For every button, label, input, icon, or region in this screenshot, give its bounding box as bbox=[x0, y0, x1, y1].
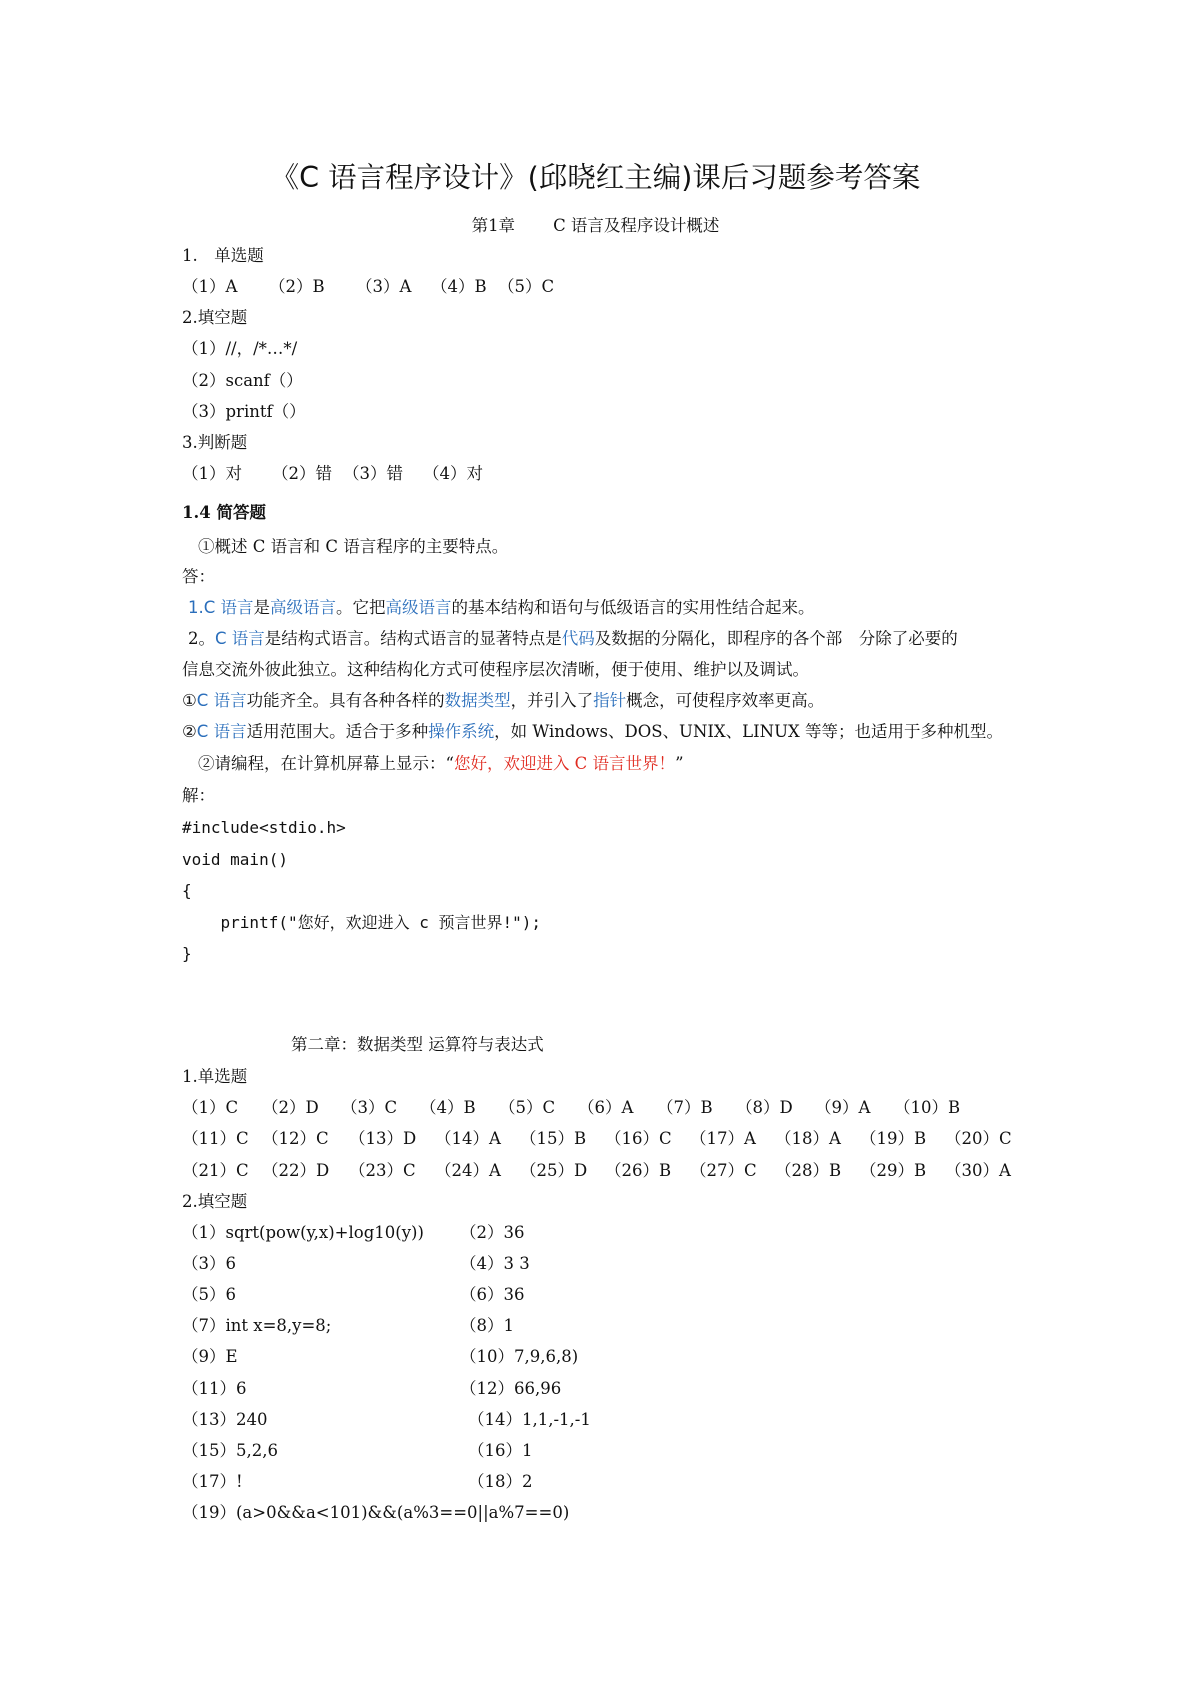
chapter1-heading bbox=[0, 212, 1191, 236]
answer-item: （14）1,1,-1,-1 bbox=[468, 1410, 591, 1429]
answer-item: （12）66,96 bbox=[460, 1379, 562, 1398]
answer-item: （3）printf（） bbox=[182, 402, 306, 421]
answer-item: （3）A bbox=[356, 277, 412, 296]
answer-item: （7）int x=8,y=8; bbox=[182, 1316, 332, 1335]
code-line: printf("您好，欢迎进入 c 预言世界!"); bbox=[182, 913, 542, 932]
para-text: 是结构式语言。结构式语言的显著特点是 bbox=[264, 629, 562, 648]
answer-item: （16）1 bbox=[468, 1441, 533, 1460]
answer-item: （23）C bbox=[349, 1161, 416, 1180]
link-pointer[interactable]: 指针 bbox=[593, 691, 627, 710]
link-c-language[interactable]: C 语言 bbox=[203, 598, 254, 617]
answer-item: （1）C bbox=[182, 1098, 239, 1117]
answer-item: （14）A bbox=[435, 1129, 501, 1148]
ch1-section-single-choice: 1. 单选题 bbox=[182, 246, 264, 265]
answer-paragraph-2-cont: 信息交流外彼此独立。这种结构化方式可使程序层次清晰，便于使用、维护以及调试。 bbox=[182, 660, 809, 679]
ch1-section-fill-blank: 2.填空题 bbox=[182, 308, 248, 327]
para-text: ，如 Windows、DOS、UNIX、LINUX 等等；也适用于多种机型。 bbox=[494, 722, 1003, 741]
link-operating-system[interactable]: 操作系统 bbox=[428, 722, 495, 741]
answer-item: （11）C bbox=[182, 1129, 249, 1148]
answer-label: 答： bbox=[182, 567, 215, 586]
answer-item: （19）B bbox=[860, 1129, 927, 1148]
para-prefix: 1. bbox=[188, 598, 204, 617]
answer-item: （2）错 bbox=[272, 464, 332, 483]
answer-item: （2）scanf（） bbox=[182, 371, 303, 390]
answer-item: （18）A bbox=[775, 1129, 841, 1148]
answer-item: （3）C bbox=[341, 1098, 398, 1117]
ch2-section-fill-blank: 2.填空题 bbox=[182, 1192, 248, 1211]
answer-item: （9）A bbox=[815, 1098, 871, 1117]
answer-item: （1）A bbox=[182, 277, 238, 296]
answer-item: （21）C bbox=[182, 1161, 249, 1180]
answer-item: （6）36 bbox=[460, 1285, 525, 1304]
answer-item: （10）7,9,6,8) bbox=[460, 1347, 579, 1366]
answer-item: （22）D bbox=[262, 1161, 330, 1180]
ch1-section-short-answer: 1.4 简答题 bbox=[182, 503, 266, 522]
answer-item: （1）//，/*…*/ bbox=[182, 339, 298, 358]
answer-item: （4）3 3 bbox=[460, 1254, 530, 1273]
answer-paragraph-4 bbox=[182, 721, 1003, 743]
answer-item: （5）C bbox=[499, 1098, 556, 1117]
solution-label: 解： bbox=[182, 786, 215, 805]
answer-paragraph-1 bbox=[188, 597, 815, 619]
answer-item: （13）240 bbox=[182, 1410, 268, 1429]
para-text: ，并引入了 bbox=[510, 691, 594, 710]
para-text: 适用范围大。适合于多种 bbox=[246, 722, 429, 741]
para-text: 概念，可使程序效率更高。 bbox=[626, 691, 825, 710]
answer-item: （2）36 bbox=[460, 1223, 525, 1242]
answer-item: （15）B bbox=[520, 1129, 587, 1148]
answer-item: （4）对 bbox=[423, 464, 483, 483]
code-line: { bbox=[182, 881, 192, 900]
link-high-level-language[interactable]: 高级语言 bbox=[385, 598, 452, 617]
code-line: } bbox=[182, 944, 192, 963]
answer-item: （12）C bbox=[262, 1129, 329, 1148]
question-text: ” bbox=[675, 754, 684, 773]
link-c-language[interactable]: C 语言 bbox=[196, 722, 247, 741]
link-c-language[interactable]: C 语言 bbox=[215, 629, 265, 648]
link-data-type[interactable]: 数据类型 bbox=[444, 691, 511, 710]
question-1: ①概述 C 语言和 C 语言程序的主要特点。 bbox=[198, 537, 509, 556]
link-code[interactable]: 代码 bbox=[561, 629, 595, 648]
para-prefix: ② bbox=[182, 722, 197, 741]
para-text: 的基本结构和语句与低级语言的实用性结合起来。 bbox=[451, 598, 815, 617]
document-title: 《C 语言程序设计》(邱晓红主编)课后习题参考答案 bbox=[270, 161, 921, 194]
answer-item: （17）! bbox=[182, 1472, 243, 1491]
answer-item: （5）6 bbox=[182, 1285, 236, 1304]
answer-item: （11）6 bbox=[182, 1379, 247, 1398]
link-c-language[interactable]: C 语言 bbox=[196, 691, 247, 710]
para-text: 。它把 bbox=[336, 598, 386, 617]
answer-item: （17）A bbox=[690, 1129, 756, 1148]
ch1-section-true-false: 3.判断题 bbox=[182, 433, 248, 452]
answer-item: （9）E bbox=[182, 1347, 238, 1366]
answer-item: （25）D bbox=[520, 1161, 588, 1180]
answer-item: （24）A bbox=[435, 1161, 501, 1180]
answer-item: （1）对 bbox=[182, 464, 242, 483]
answer-item: （28）B bbox=[775, 1161, 842, 1180]
highlighted-message: 您好，欢迎进入 C 语言世界！ bbox=[453, 754, 676, 773]
answer-item: （2）D bbox=[262, 1098, 319, 1117]
para-prefix: 2。 bbox=[188, 629, 215, 648]
answer-item: （4）B bbox=[431, 277, 487, 296]
answer-item: （20）C bbox=[945, 1129, 1012, 1148]
answer-item: （18）2 bbox=[468, 1472, 533, 1491]
answer-item: （7）B bbox=[657, 1098, 713, 1117]
answer-item: （3）错 bbox=[343, 464, 403, 483]
answer-item: （5）C bbox=[498, 277, 555, 296]
code-line: void main() bbox=[182, 850, 288, 869]
answer-item: （2）B bbox=[269, 277, 325, 296]
para-prefix: ① bbox=[182, 691, 197, 710]
chapter2-heading: 第二章：数据类型 运算符与表达式 bbox=[291, 1035, 544, 1054]
answer-item: （3）6 bbox=[182, 1254, 236, 1273]
para-text: 及数据的分隔化，即程序的各个部 分除了必要的 bbox=[594, 629, 958, 648]
para-text: 是 bbox=[253, 598, 271, 617]
question-2 bbox=[198, 753, 684, 775]
answer-item: （6）A bbox=[578, 1098, 634, 1117]
answer-item: （26）B bbox=[605, 1161, 672, 1180]
answer-item: （30）A bbox=[945, 1161, 1011, 1180]
answer-item: （8）D bbox=[736, 1098, 793, 1117]
answer-item: （8）1 bbox=[460, 1316, 514, 1335]
answer-item: （16）C bbox=[605, 1129, 672, 1148]
answer-item: （4）B bbox=[420, 1098, 476, 1117]
question-text: ②请编程，在计算机屏幕上显示：“ bbox=[198, 754, 454, 773]
answer-item: （10）B bbox=[894, 1098, 961, 1117]
code-line: #include<stdio.h> bbox=[182, 818, 346, 837]
para-text: 功能齐全。具有各种各样的 bbox=[246, 691, 445, 710]
answer-item: （27）C bbox=[690, 1161, 757, 1180]
link-high-level-language[interactable]: 高级语言 bbox=[270, 598, 337, 617]
answer-item: （15）5,2,6 bbox=[182, 1441, 278, 1460]
answer-item: （1）sqrt(pow(y,x)+log10(y)) bbox=[182, 1223, 424, 1242]
answer-paragraph-3 bbox=[182, 690, 824, 712]
answer-item: （19）(a>0&&a<101)&&(a%3==0||a%7==0) bbox=[182, 1503, 570, 1522]
answer-item: （13）D bbox=[349, 1129, 417, 1148]
answer-item: （29）B bbox=[860, 1161, 927, 1180]
ch2-section-single-choice: 1.单选题 bbox=[182, 1067, 248, 1086]
chapter1-name: C 语言及程序设计概述 bbox=[553, 216, 720, 235]
chapter1-number: 第1章 bbox=[471, 216, 516, 235]
answer-paragraph-2 bbox=[188, 628, 958, 650]
